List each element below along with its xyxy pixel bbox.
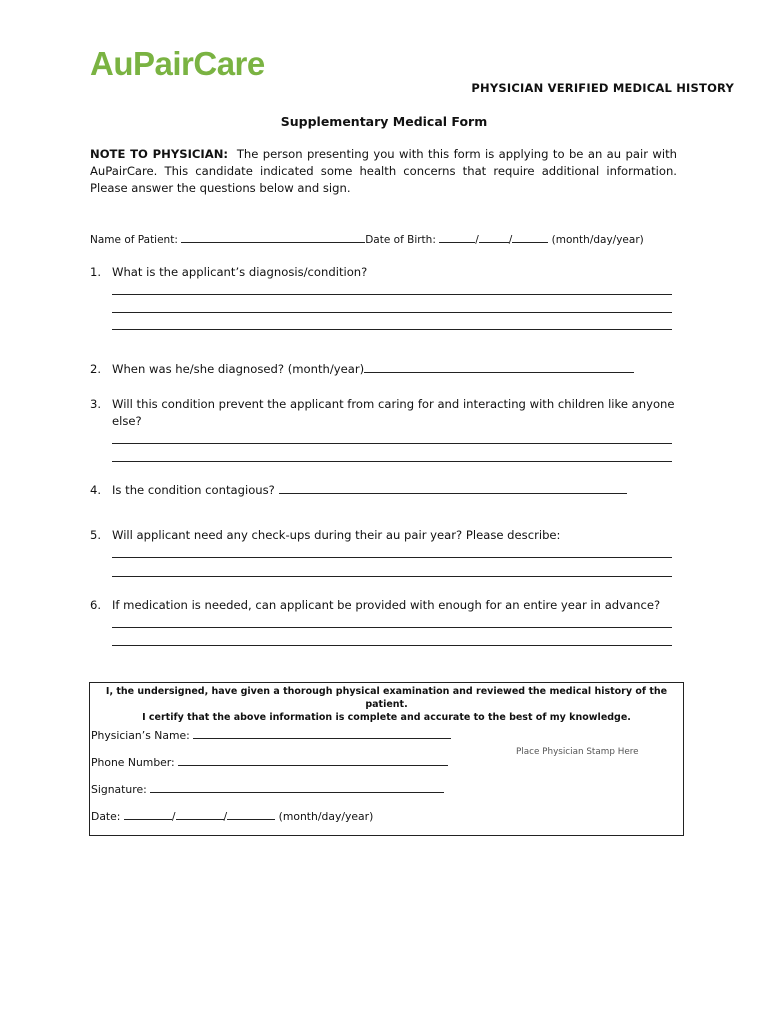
form-title: Supplementary Medical Form	[280, 114, 488, 129]
dob-slash: /	[508, 234, 513, 246]
physician-name-field[interactable]	[193, 727, 451, 739]
dob-month-field[interactable]	[439, 231, 475, 243]
question-4	[90, 482, 680, 499]
answer-line-6b[interactable]	[112, 645, 672, 646]
question-6	[90, 597, 680, 614]
question-text: If medication is needed, can applicant be provided with enough for an entire year in advance?	[112, 598, 661, 612]
question-number: 5.	[90, 528, 102, 542]
answer-line-1a[interactable]	[112, 294, 672, 295]
certification-line-1: I, the undersigned, have given a thorough physical examination and reviewed the medical history of the patient.	[105, 686, 668, 710]
question-text: When was he/she diagnosed? (month/year)	[112, 362, 365, 376]
date-label: Date:	[91, 810, 121, 823]
question-3	[90, 396, 680, 430]
signature-field[interactable]	[150, 781, 444, 793]
physician-certification-box	[89, 682, 684, 836]
date-slash: /	[171, 810, 176, 823]
answer-line-1b[interactable]	[112, 312, 672, 313]
question-number: 3.	[90, 397, 102, 411]
question-number: 2.	[90, 362, 102, 376]
answer-line-5a[interactable]	[112, 557, 672, 558]
question-number: 4.	[90, 483, 102, 497]
patient-row	[90, 231, 644, 246]
date-day-field[interactable]	[176, 808, 224, 820]
physician-name-row	[91, 727, 451, 742]
answer-line-6a[interactable]	[112, 627, 672, 628]
answer-line-3a[interactable]	[112, 443, 672, 444]
date-slash: /	[223, 810, 228, 823]
answer-line-2[interactable]	[364, 361, 634, 373]
answer-line-4[interactable]	[279, 482, 627, 494]
patient-name-field[interactable]	[181, 231, 365, 243]
stamp-placeholder: Place Physician Stamp Here	[516, 747, 639, 757]
physician-note	[90, 146, 677, 197]
physician-name-label: Physician’s Name:	[91, 729, 190, 742]
phone-label: Phone Number:	[91, 756, 175, 769]
phone-field[interactable]	[178, 754, 448, 766]
certification-statement	[90, 685, 683, 724]
signature-label: Signature:	[91, 783, 147, 796]
note-label: NOTE TO PHYSICIAN:	[90, 147, 229, 161]
question-text: Will applicant need any check-ups during their au pair year? Please describe:	[112, 528, 561, 542]
aupaircare-logo: AuPairCare	[90, 45, 265, 82]
certification-line-2: I certify that the above information is complete and accurate to the best of my knowledge.	[142, 712, 631, 723]
note-text: The person presenting you with this form is applying to be an au pair with AuPairCare. This candidate indicated some health concerns that require additional information. Please answer the questions below and sign.	[90, 147, 677, 195]
dob-slash: /	[475, 234, 479, 246]
document-title: PHYSICIAN VERIFIED MEDICAL HISTORY	[471, 81, 734, 95]
question-text: Will this condition prevent the applicant from caring for and interacting with children like anyone else?	[112, 397, 675, 428]
phone-row	[91, 754, 448, 769]
answer-line-3b[interactable]	[112, 461, 672, 462]
date-row	[91, 808, 373, 823]
signature-row	[91, 781, 444, 796]
dob-label: Date of Birth:	[365, 234, 436, 246]
dob-format-hint: (month/day/year)	[551, 234, 644, 246]
question-number: 1.	[90, 265, 102, 279]
question-number: 6.	[90, 598, 102, 612]
question-1	[90, 264, 680, 281]
answer-line-1c[interactable]	[112, 329, 672, 330]
date-month-field[interactable]	[124, 808, 172, 820]
question-5	[90, 527, 680, 544]
date-year-field[interactable]	[227, 808, 275, 820]
date-format-hint: (month/day/year)	[278, 810, 374, 823]
patient-name-label: Name of Patient:	[90, 234, 178, 246]
question-text: What is the applicant’s diagnosis/condition?	[112, 265, 368, 279]
answer-line-5b[interactable]	[112, 576, 672, 577]
dob-year-field[interactable]	[512, 231, 548, 243]
question-text: Is the condition contagious?	[112, 483, 275, 497]
dob-day-field[interactable]	[479, 231, 509, 243]
question-2	[90, 361, 680, 378]
